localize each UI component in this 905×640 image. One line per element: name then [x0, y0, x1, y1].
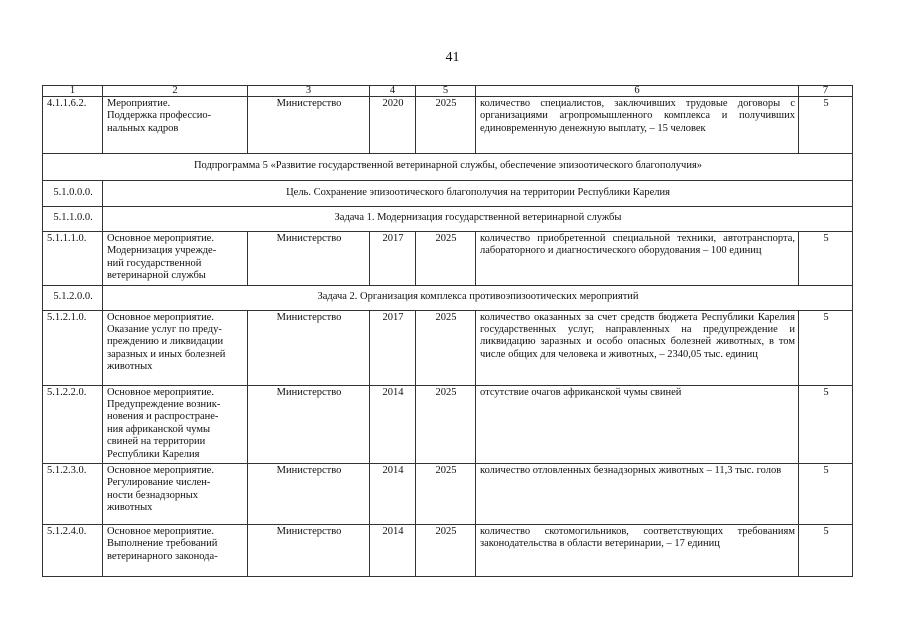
measure-title	[103, 464, 248, 525]
goal-row	[43, 181, 853, 207]
indicator: количество оказанных за счет средств бюджета Республики Карелия государственных услуг, направленных на предупреждение и ликвидацию заразных и особо опасных болезней животных, в том числе общих для человека и животных, – 2340,05 тыс. единиц	[476, 310, 799, 385]
end-year: 2025	[416, 232, 476, 286]
measure-title-line: Основное мероприятие.	[107, 526, 214, 538]
executor: Министерство	[248, 525, 370, 577]
table-row	[43, 97, 853, 154]
subprogram-title: Подпрограмма 5 «Развитие государственной ветеринарной службы, обеспечение эпизоотического благополучия»	[43, 154, 853, 181]
executor: Министерство	[248, 310, 370, 385]
end-year: 2025	[416, 525, 476, 577]
row-code: 5.1.2.2.0.	[43, 385, 103, 463]
measure-title-line: Регулирование числен-	[107, 477, 211, 489]
end-year: 2025	[416, 464, 476, 525]
measure-title-line: животных	[107, 502, 153, 514]
measure-title-line: Мероприятие.	[107, 98, 171, 109]
measure-title-line: заразных и иных болезней	[107, 348, 226, 360]
measure-title	[103, 385, 248, 463]
measure-title-line: Основное мероприятие.	[107, 465, 214, 477]
measure-title-line: новения и распростране-	[107, 411, 219, 423]
measure-title-line: Поддержка профессио-	[107, 110, 212, 122]
related-indicator: 5	[799, 97, 853, 154]
header-cell: 5	[416, 86, 476, 97]
measure-title-line: Основное мероприятие.	[107, 311, 214, 323]
measure-title-line: ветеринарного законода-	[107, 550, 218, 562]
end-year: 2025	[416, 385, 476, 463]
table-row	[43, 385, 853, 463]
indicator: количество отловленных безнадзорных животных – 11,3 тыс. голов	[476, 464, 799, 525]
measure-title-line: ности безнадзорных	[107, 489, 199, 501]
table-row	[43, 525, 853, 577]
goal-row	[43, 285, 853, 310]
row-code: 5.1.2.0.0.	[43, 285, 103, 310]
measure-title-line: ния африканской чумы	[107, 423, 211, 435]
measure-title-line: Основное мероприятие.	[107, 233, 214, 244]
table-header-row	[43, 86, 853, 97]
header-cell: 2	[103, 86, 248, 97]
header-cell: 1	[43, 86, 103, 97]
measure-title	[103, 310, 248, 385]
executor: Министерство	[248, 464, 370, 525]
measure-title-line: свиней на территории	[107, 436, 206, 448]
measure-title-line: преждению и ликвидации	[107, 336, 224, 348]
end-year: 2025	[416, 310, 476, 385]
related-indicator: 5	[799, 310, 853, 385]
end-year: 2025	[416, 97, 476, 154]
subprogram-row	[43, 154, 853, 181]
goal-row	[43, 207, 853, 232]
indicator: количество скотомогильников, соответствующих требованиям законодательства в области ветеринарии, – 17 единиц	[476, 525, 799, 577]
start-year: 2014	[370, 385, 416, 463]
page-number: 41	[445, 50, 460, 65]
measure-title-line: ний государственной	[107, 257, 202, 269]
start-year: 2014	[370, 464, 416, 525]
indicator: количество специалистов, заключивших трудовые договоры с организациями агропромышленного комплекса и получивших единовременную денежную выплату, – 15 человек	[476, 97, 799, 154]
related-indicator: 5	[799, 232, 853, 286]
start-year: 2017	[370, 310, 416, 385]
related-indicator: 5	[799, 525, 853, 577]
goal-text: Задача 2. Организация комплекса противоэпизоотических мероприятий	[103, 285, 853, 310]
header-cell: 6	[476, 86, 799, 97]
row-code: 5.1.2.1.0.	[43, 310, 103, 385]
measure-title-line: нальных кадров	[107, 122, 179, 134]
goal-text: Цель. Сохранение эпизоотического благополучия на территории Республики Карелия	[103, 181, 853, 207]
measure-title-line: Выполнение требований	[107, 538, 218, 550]
indicator: отсутствие очагов африканской чумы свиней	[476, 385, 799, 463]
row-code: 4.1.1.6.2.	[43, 97, 103, 154]
row-code: 5.1.1.1.0.	[43, 232, 103, 286]
row-code: 5.1.2.4.0.	[43, 525, 103, 577]
measure-title-line: животных	[107, 361, 153, 373]
row-code: 5.1.1.0.0.	[43, 207, 103, 232]
row-code: 5.1.2.3.0.	[43, 464, 103, 525]
header-cell: 4	[370, 86, 416, 97]
start-year: 2017	[370, 232, 416, 286]
table-row	[43, 232, 853, 286]
measure-title-line: Оказание услуг по преду-	[107, 324, 222, 336]
measure-title-line: Модернизация учрежде-	[107, 245, 217, 257]
header-cell: 7	[799, 86, 853, 97]
goal-text: Задача 1. Модернизация государственной ветеринарной службы	[103, 207, 853, 232]
indicator: количество приобретенной специальной техники, автотранспорта, лабораторного и диагностического оборудования – 100 единиц	[476, 232, 799, 286]
executor: Министерство	[248, 385, 370, 463]
start-year: 2020	[370, 97, 416, 154]
measure-title	[103, 232, 248, 286]
executor: Министерство	[248, 232, 370, 286]
program-table	[42, 85, 853, 577]
measure-title	[103, 97, 248, 154]
start-year: 2014	[370, 525, 416, 577]
measure-title	[103, 525, 248, 577]
measure-title-line: Предупреждение возник-	[107, 399, 221, 411]
executor: Министерство	[248, 97, 370, 154]
table-row	[43, 310, 853, 385]
measure-title-line: ветеринарной службы	[107, 270, 206, 282]
related-indicator: 5	[799, 385, 853, 463]
table-row	[43, 464, 853, 525]
measure-title-line: Основное мероприятие.	[107, 386, 214, 398]
related-indicator: 5	[799, 464, 853, 525]
measure-title-line: Республики Карелия	[107, 448, 200, 460]
header-cell: 3	[248, 86, 370, 97]
row-code: 5.1.0.0.0.	[43, 181, 103, 207]
